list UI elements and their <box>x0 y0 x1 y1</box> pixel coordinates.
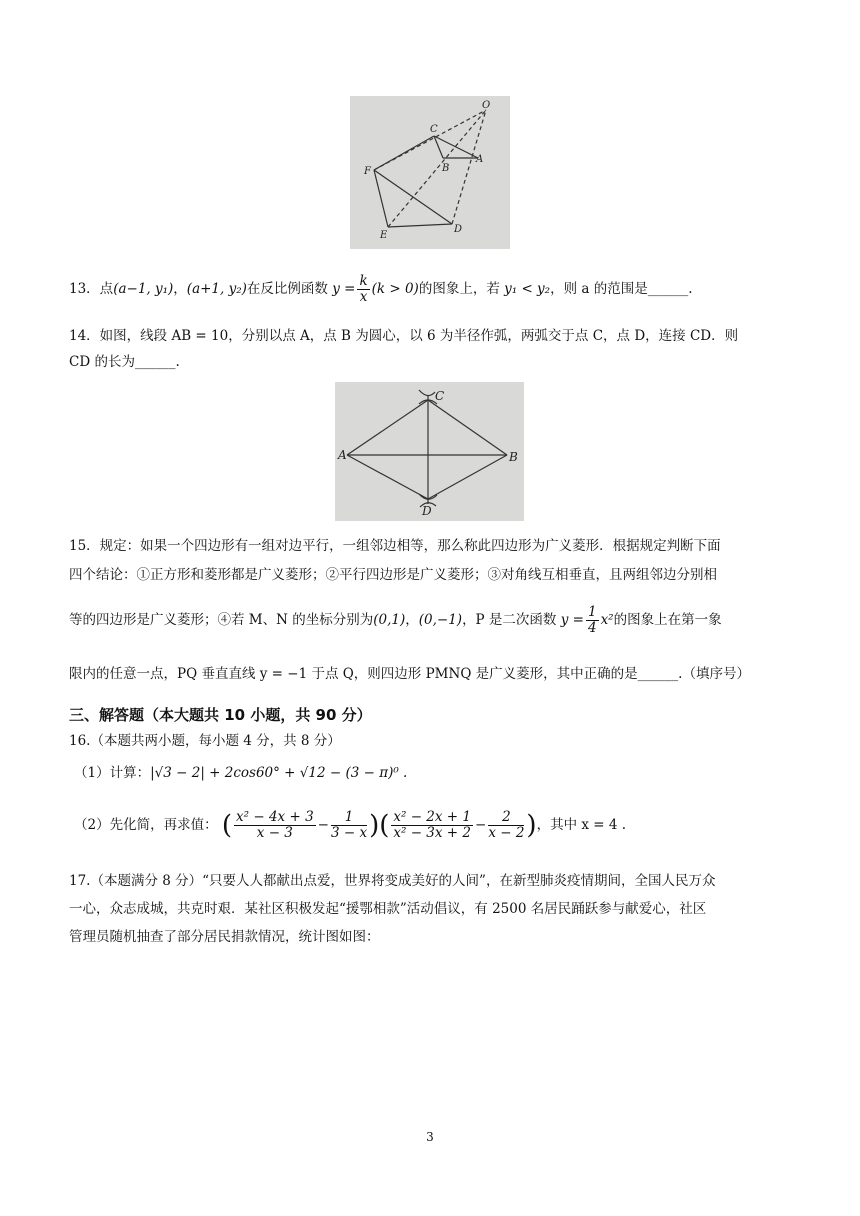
q13-sep: ， <box>173 281 187 297</box>
label-c2: C <box>435 389 445 403</box>
section-heading: 三、解答题（本大题共 10 小题，共 90 分） <box>69 706 372 724</box>
question-14-line1: 14．如图，线段 AB = 10，分别以点 A，点 B 为圆心，以 6 为半径作弧，两弧交于点 C，点 D，连接 CD．则 <box>69 328 739 344</box>
q16-frac1-den: x − 3 <box>256 825 293 841</box>
q13-point1: (a−1, y₁) <box>113 281 174 297</box>
q13-cond: y₁ < y₂ <box>504 281 551 297</box>
question-17-line2: 一心，众志成城，共克时艰．某社区积极发起“援鄂相款”活动倡议，有 2500 名居民踊跃参与献爱心，社区 <box>69 901 707 917</box>
q16-paren-close2: ) <box>526 810 537 841</box>
q13-prefix: 13．点 <box>69 281 114 297</box>
q16-frac2-den: 3 − x <box>330 825 368 841</box>
question-17-line3: 管理员随机抽查了部分居民捐款情况，统计图如图： <box>69 929 380 945</box>
q16-part1-expr: |√3 − 2| + 2cos60° + √12 − (3 − π)⁰ . <box>150 765 408 781</box>
label-o: O <box>482 100 491 111</box>
question-14-line2: CD 的长为______. <box>69 354 180 370</box>
figure-construction <box>335 382 524 521</box>
label-a: A <box>476 154 484 165</box>
q15-sep: ， <box>405 612 419 628</box>
q15-line3b: ，P 是二次函数 <box>462 612 557 628</box>
q13-func-fraction <box>357 274 369 305</box>
question-16-part2 <box>74 808 626 843</box>
q16-minus1: − <box>317 817 329 833</box>
q16-frac3 <box>391 810 473 841</box>
q13-mid: 在反比例函数 <box>246 281 328 297</box>
q13-end: ，则 a 的范围是______. <box>550 281 693 297</box>
question-15-line3 <box>69 605 722 636</box>
q16-frac3-num: x² − 2x + 1 <box>393 809 471 825</box>
question-15-line2: 四个结论：①正方形和菱形都是广义菱形；②平行四边形是广义菱形；③对角线互相垂直，且两组邻边分别相 <box>69 567 717 583</box>
q13-func-cond: (k > 0) <box>371 281 419 297</box>
q16-frac4 <box>488 810 524 841</box>
q13-point2: (a+1, y₂) <box>186 281 247 297</box>
question-15-line4: 限内的任意一点，PQ 垂直直线 y = −1 于点 Q，则四边形 PMNQ 是广义菱形，其中正确的是______.（填序号） <box>69 666 750 682</box>
page-number: 3 <box>426 1130 434 1144</box>
label-c: C <box>430 124 438 135</box>
figure-triangles <box>350 96 510 249</box>
q15-point-n: (0,−1) <box>418 612 463 628</box>
q15-func-fraction <box>586 605 599 636</box>
q16-paren-close: ) <box>369 810 380 841</box>
q15-func-den: 4 <box>587 620 597 636</box>
label-d2: D <box>422 504 432 518</box>
q16-frac4-den: x − 2 <box>488 825 525 841</box>
question-16-part1 <box>74 763 407 783</box>
q16-minus2: − <box>475 817 487 833</box>
q15-point-m: (0,1) <box>373 612 406 628</box>
q16-paren-open2: ( <box>379 810 390 841</box>
q16-part2-label: （2）先化简，再求值： <box>74 817 218 833</box>
question-15-line1: 15．规定：如果一个四边形有一组对边平行，一组邻边相等，那么称此四边形为广义菱形．根据规定判断下面 <box>69 538 721 554</box>
label-d: D <box>454 224 463 235</box>
label-e: E <box>380 230 388 241</box>
q16-part1-label: （1）计算： <box>74 765 151 781</box>
q16-frac3-den: x² − 3x + 2 <box>393 825 471 841</box>
q13-func-num: k <box>359 273 368 289</box>
q15-line3a: 等的四边形是广义菱形；④若 M、N 的坐标分别为 <box>69 612 374 628</box>
q13-func-lhs: y = <box>332 281 356 297</box>
label-b: B <box>442 163 450 174</box>
q16-frac2-num: 1 <box>331 810 367 826</box>
q16-paren-open: ( <box>221 810 233 841</box>
q15-func-num: 1 <box>587 604 597 620</box>
q16-frac2 <box>331 810 367 841</box>
q15-line3c: 的图象上在第一象 <box>613 612 722 628</box>
q16-frac4-num: 2 <box>488 810 524 826</box>
question-13 <box>69 274 693 305</box>
q15-func-lhs: y = <box>560 612 584 628</box>
label-a2: A <box>338 448 347 462</box>
q16-part2-tail: ，其中 x = 4 . <box>536 817 627 833</box>
q15-func-rhs: x² <box>600 612 614 628</box>
q16-frac1-num: x² − 4x + 3 <box>236 809 314 825</box>
label-f: F <box>364 166 371 177</box>
q13-mid2: 的图象上，若 <box>418 281 500 297</box>
q13-func-den: x <box>359 289 368 305</box>
q16-frac1 <box>234 810 316 841</box>
label-b2: B <box>509 450 518 464</box>
question-16-header: 16.（本题共两小题，每小题 4 分，共 8 分） <box>69 733 341 749</box>
question-17-line1: 17.（本题满分 8 分）“只要人人都献出点爱，世界将变成美好的人间”，在新型肺炎疫情期间，全国人民万众 <box>69 873 716 889</box>
